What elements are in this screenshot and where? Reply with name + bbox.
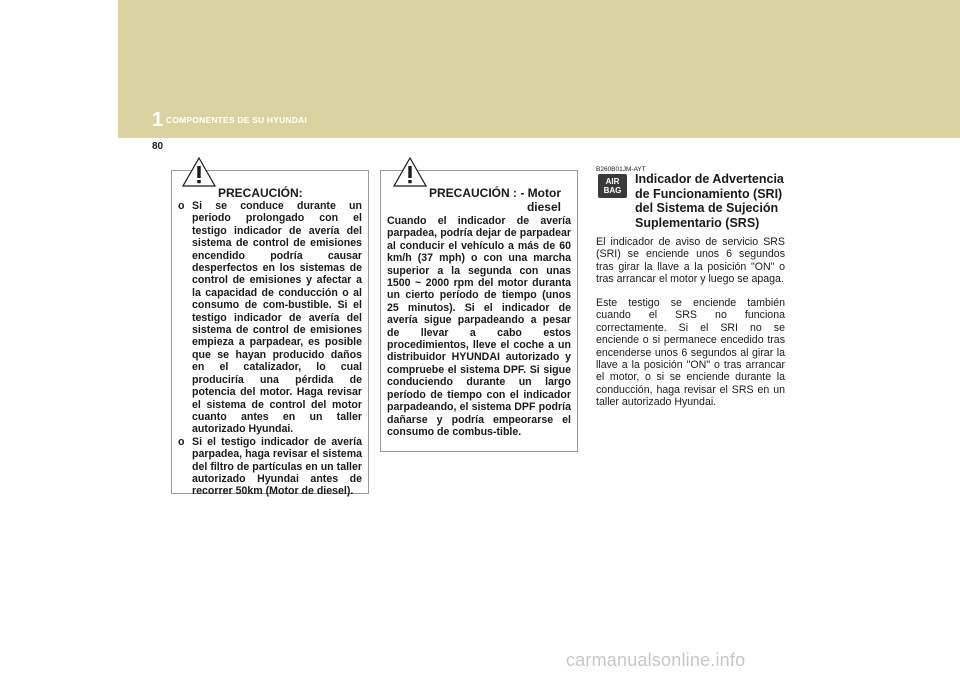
section-heading bbox=[635, 172, 785, 230]
list-item bbox=[178, 436, 362, 498]
heading-line: Indicador de Advertencia bbox=[635, 172, 784, 186]
heading-line: de Funcionamiento (SRI) bbox=[635, 186, 783, 201]
caution-title bbox=[429, 186, 561, 214]
caution-box-diesel bbox=[380, 170, 578, 452]
paragraph: El indicador de aviso de servicio SRS (SRI) se enciende unos 6 segundos tras girar la llave a la posición "ON" o tras arrancar el motor y luego se apaga. bbox=[596, 236, 785, 286]
bullet-text: Si se conduce durante un periodo prolongado con el testigo indicador de avería del sistema de control de emisiones encendido podría causar desperfectos en los sistemas de control de emisiones y afectar a la capacidad de conducción o al consumo de com-bustible. Si el testigo indicador de avería del sistema de control de emisiones empieza a parpadear, es posible que se hayan producido daños en el catalizador, lo cual produciría una pérdida de potencia del motor. Haga revisar el sistema de control del motor cuanto antes en un taller autorizado Hyundai. bbox=[192, 200, 362, 436]
caution-list bbox=[178, 200, 362, 498]
watermark: carmanualsonline.info bbox=[566, 650, 746, 670]
chapter-number: 1 bbox=[152, 109, 164, 131]
section-code: B260B01JM-AYT bbox=[596, 166, 646, 173]
heading-line: Suplementario (SRS) bbox=[635, 215, 760, 230]
caution-title: PRECAUCIÓN: bbox=[218, 186, 303, 200]
airbag-icon bbox=[598, 174, 627, 198]
caution-body: Cuando el indicador de avería parpadea, podría dejar de parpadear al conducir el vehículo a más de 60 km/h (37 mph) o con una marcha superior a la segunda con unas 1500 ~ 2000 rpm del motor duranta un cierto período de tiempo (unos 25 minutos). Si el indicador de avería sigue parpadeando a pesar de llevar a cabo estos procedimientos, lleve el coche a un distribuidor HYUNDAI autorizado y compruebe el sistema DPF. Si sigue conduciendo durante un largo período de tiempo con el indicador parpadeando, el sistema DPF podría dañarse y podría empeorarse el consumo de combus-tible. bbox=[387, 215, 571, 438]
page-number: 80 bbox=[152, 141, 164, 152]
caution-title-line1: PRECAUCIÓN : - Motor bbox=[429, 186, 561, 200]
list-item bbox=[178, 200, 362, 436]
airbag-icon-line2: BAG bbox=[603, 186, 622, 195]
bullet-marker: o bbox=[178, 435, 185, 448]
chapter-title: COMPONENTES DE SU HYUNDAI bbox=[166, 115, 308, 125]
bullet-marker: o bbox=[178, 200, 185, 212]
warning-triangle-icon bbox=[182, 157, 216, 187]
paragraph: Este testigo se enciende también cuando el SRS no funciona correctamente. Si el SRI no se enciende o si permanece encedido tras encenderse unos 6 segundos al girar la llave a la posición "ON" o tras arrancar el motor, o si se enciende durante la conducción, haga revisar el SRS en un taller autorizado Hyundai. bbox=[596, 297, 785, 409]
airbag-icon-line1: AIR bbox=[605, 177, 620, 186]
caution-box-emissions bbox=[171, 170, 369, 498]
warning-triangle-icon bbox=[393, 157, 427, 187]
caution-title-line2: diesel bbox=[526, 200, 561, 214]
bullet-text: Si el testigo indicador de avería parpadea, haga revisar el sistema del filtro de partículas en un taller autorizado Hyundai antes de recorrer 50km (Motor de diesel). bbox=[192, 435, 362, 498]
heading-line: del Sistema de Sujeción bbox=[635, 201, 779, 215]
